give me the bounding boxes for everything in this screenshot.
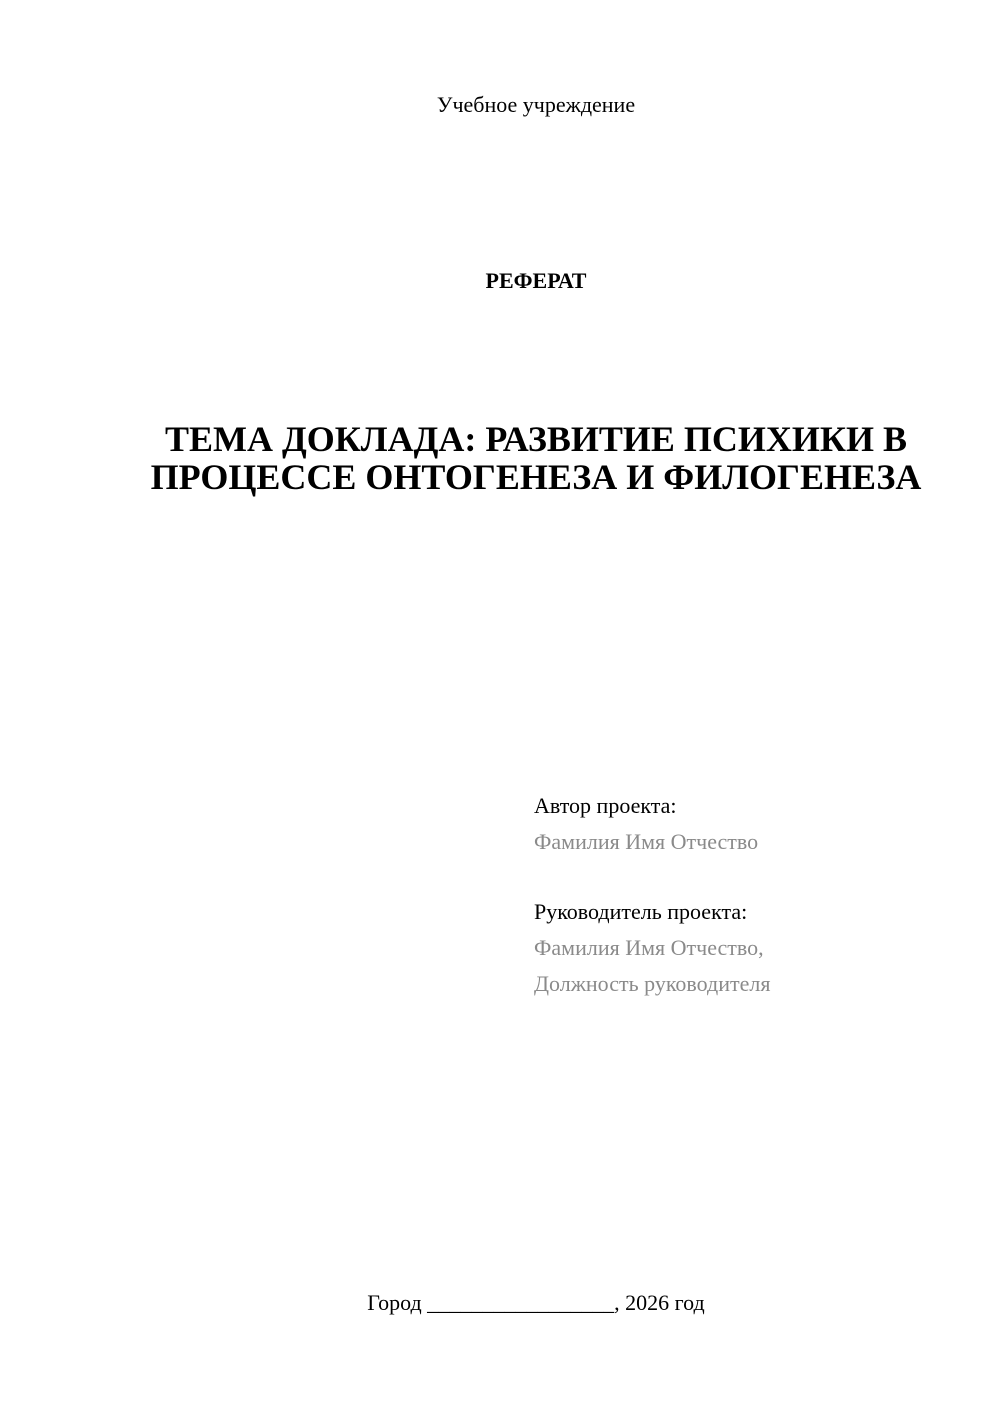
- supervisor-position: Должность руководителя: [534, 971, 771, 996]
- document-type: РЕФЕРАТ: [485, 268, 587, 293]
- credits-block: [534, 788, 954, 1002]
- supervisor-label: Руководитель проекта:: [534, 899, 748, 924]
- author-label: Автор проекта:: [534, 793, 677, 818]
- city-year-line: Город _________________, 2026 год: [367, 1290, 705, 1315]
- supervisor-name: Фамилия Имя Отчество,: [534, 935, 764, 960]
- report-topic: ТЕМА ДОКЛАДА: РАЗВИТИЕ ПСИХИКИ В ПРОЦЕССЕ ОНТОГЕНЕЗА И ФИЛОГЕНЕЗА: [150, 419, 922, 497]
- author-name: Фамилия Имя Отчество: [534, 829, 759, 854]
- institution-name: Учебное учреждение: [436, 92, 636, 117]
